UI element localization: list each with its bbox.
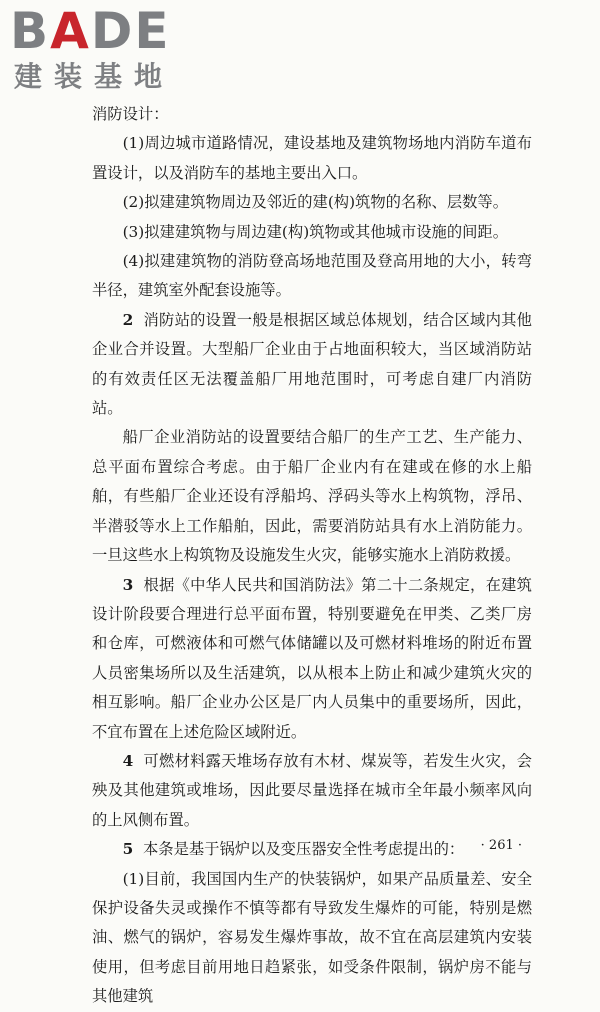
paragraph: (1)目前，我国国内生产的快装锅炉，如果产品质量差、安全保护设备失灵或操作不慎等都有导致发生爆炸的可能，特别是燃油、燃气的锅炉，容易发生爆炸事故，故不宜在高层建筑内安装使用，但考虑目前用地日趋紧张，如受条件限制，锅炉房不能与其他建筑 [92,869,532,1006]
numbered-paragraph: 3 根据《中华人民共和国消防法》第二十二条规定，在建筑设计阶段要合理进行总平面布置，特别要避免在甲类、乙类厂房和仓库，可燃液体和可燃气体储罐以及可燃材料堆场的附近布置人员密集场所以及生活建筑，以从根本上防止和减少建筑火灾的相互影响。船厂企业办公区是厂内人员集中的重要场所，因此，不宜布置在上述危险区域附近。 [92,575,532,741]
paragraph: (2)拟建建筑物周边及邻近的建(构)筑物的名称、层数等。 [122,193,509,212]
clause-number: 2 [122,310,134,329]
page-number: · 261 · [480,838,522,853]
paragraph: (4)拟建建筑物的消防登高场地范围及登高用地的大小，转弯半径，建筑室外配套设施等。 [92,252,532,300]
paragraph: 消防设计： [92,105,169,123]
clause-number: 3 [122,575,134,594]
clause-number: 5 [122,840,134,859]
numbered-paragraph: 4 可燃材料露天堆场存放有木材、煤炭等，若发生火灾，会殃及其他建筑或堆场，因此要尽量选择在城市全年最小频率风向的上风侧布置。 [92,751,532,829]
logo-wordmark: BADE [10,2,171,60]
numbered-paragraph: 2 消防站的设置一般是根据区域总体规划，结合区域内其他企业合并设置。大型船厂企业由于占地面积较大，当区域消防站的有效责任区无法覆盖船厂用地范围时，可考虑自建厂内消防站。 [92,310,532,418]
clause-number: 4 [122,751,134,770]
numbered-paragraph: 5 本条是基于锅炉以及变压器安全性考虑提出的： [122,840,465,859]
paragraph: (3)拟建建筑物与周边建(构)筑物或其他城市设施的间距。 [122,222,509,241]
paragraph: 船厂企业消防站的设置要结合船厂的生产工艺、生产能力、总平面布置综合考虑。由于船厂企业内有在建或在修的水上船舶，有些船厂企业还设有浮船坞、浮码头等水上构筑物，浮吊、半潜驳等水上工作船舶，因此，需要消防站具有水上消防能力。一旦这些水上构筑物及设施发生火灾，能够实施水上消防救援。 [92,428,532,565]
body-text [92,100,532,1012]
logo-subtitle: 建装基地 [14,60,175,93]
paragraph: (1)周边城市道路情况，建设基地及建筑物场地内消防车道布置设计，以及消防车的基地主要出入口。 [92,134,532,182]
bade-logo [10,4,180,100]
